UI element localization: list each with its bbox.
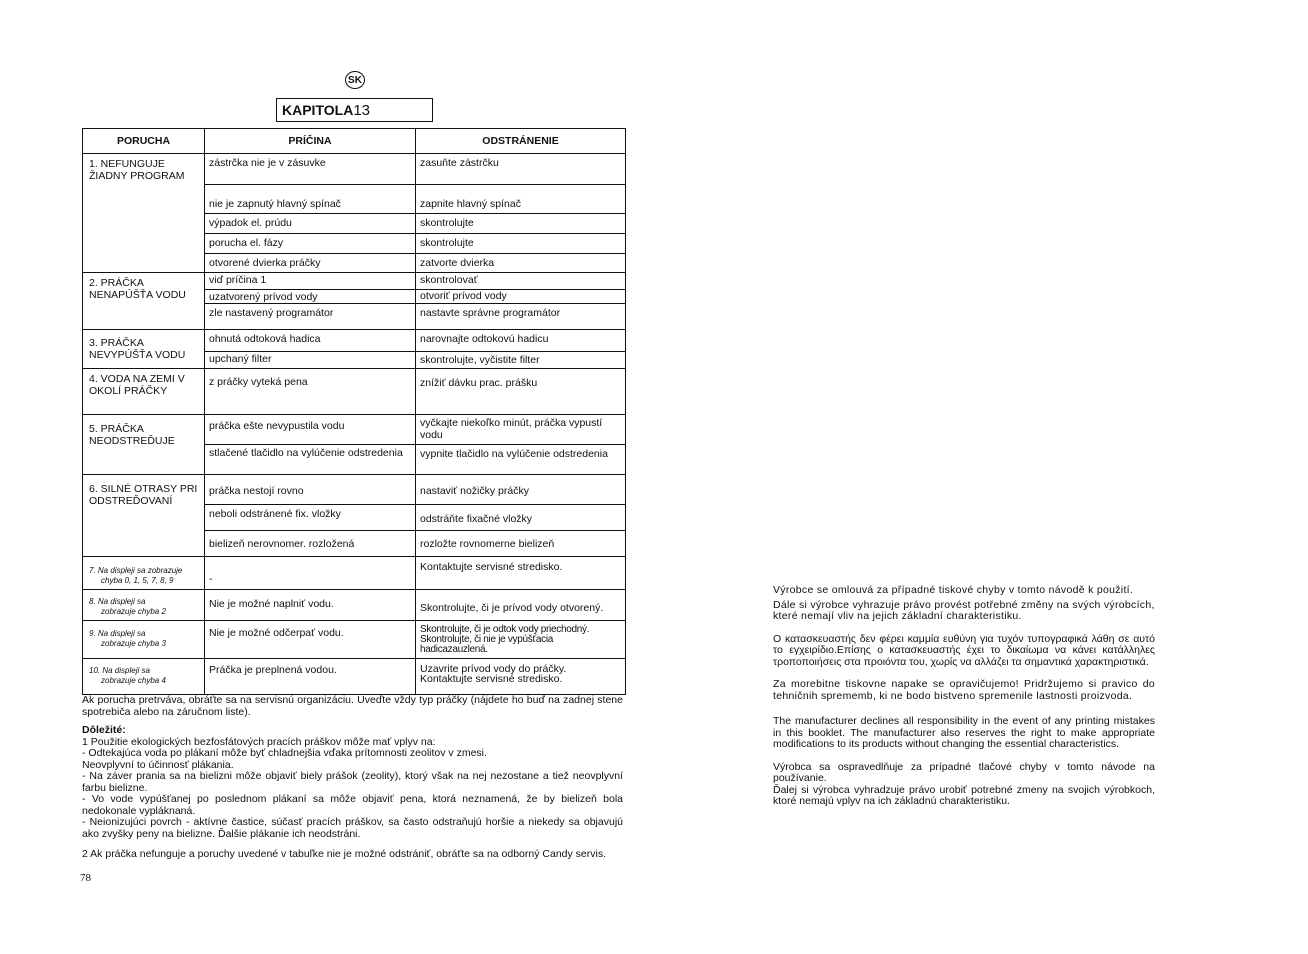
- language-badge: SK: [345, 71, 365, 89]
- fix-cell: vyčkajte niekoľko minút, práčka vypustí vodu: [416, 415, 626, 445]
- disclaimer-en: The manufacturer declines all responsibility in the event of any printing mistakes in this booklet. The manufacturer also reserves the right to make appropriate modifications to its products without changing the essential characteristics.: [773, 715, 1155, 750]
- fix-cell: zapnite hlavný spínač: [416, 185, 626, 214]
- chapter-heading: [276, 98, 433, 122]
- table-row: [83, 330, 626, 352]
- page-number: 78: [80, 872, 91, 884]
- fix-cell: Kontaktujte servisné stredisko.: [416, 557, 626, 590]
- fault-text: 9. Na displeji sa: [89, 629, 146, 638]
- cause-cell: práčka ešte nevypustila vodu: [205, 415, 416, 445]
- note-bullet: - Vo vode vypúšťanej po poslednom plákaní sa môže objaviť pena, ktorá neznamená, že by bielizeň bola nedokonale vypláknaná.: [82, 793, 623, 817]
- note-item-1: 1 Použitie ekologických bezfosfátových pracích práškov môže mať vplyv na:: [82, 735, 436, 748]
- fault-cell: [83, 621, 205, 659]
- note-bullet: - Na záver prania sa na bielizni môže objaviť biely prášok (zeolity), ktorý však na nej nezostane a tiež neovplyvní farbu bielizne.: [82, 770, 623, 794]
- fix-cell: znížiť dávku prac. prášku: [416, 369, 626, 415]
- fix-cell: Skontrolujte, či je prívod vody otvorený.: [416, 590, 626, 621]
- fix-cell: Skontrolujte, či je odtok vody priechodný. Skontrolujte, či nie je vypúšťacia hadicazauzlená.: [416, 621, 626, 659]
- fault-cell: 4. VODA NA ZEMI V OKOLÍ PRÁČKY: [83, 369, 205, 415]
- fix-cell: Uzavrite prívod vody do práčky. Kontaktujte servisné stredisko.: [416, 659, 626, 695]
- fix-cell: skontrolujte, vyčistite filter: [416, 352, 626, 369]
- cause-cell: Nie je možné naplniť vodu.: [205, 590, 416, 621]
- table-row: [83, 369, 626, 415]
- table-row: [83, 475, 626, 505]
- fix-cell: zatvorte dvierka: [416, 254, 626, 273]
- cause-cell: zástrčka nie je v zásuvke: [205, 154, 416, 185]
- fault-cell: [83, 659, 205, 695]
- cause-cell: výpadok el. prúdu: [205, 214, 416, 234]
- table-row: [83, 659, 626, 695]
- fault-text-cont: zobrazuje chyba 2: [101, 607, 166, 616]
- cause-cell: uzatvorený prívod vody: [205, 290, 416, 304]
- disclaimer-column: [773, 585, 1155, 808]
- cause-cell: nie je zapnutý hlavný spínač: [205, 185, 416, 214]
- table-row: [83, 415, 626, 445]
- fix-cell: nastavte správne programátor: [416, 304, 626, 330]
- fix-cell: skontrolujte: [416, 234, 626, 254]
- disclaimer-cz-2: Dále si výrobce vyhrazuje právo provést potřebné změny na svých výrobcích,: [773, 598, 1155, 611]
- service-note: Ak porucha pretrváva, obráťte sa na servisnú organizáciu. Uveďte vždy typ práčky (nájdete ho buď na zadnej stene spotrebiča alebo na záručnom liste).: [82, 694, 623, 718]
- fault-cell: 5. PRÁČKA NEODSTREĎUJE: [83, 415, 205, 475]
- disclaimer-cz: Výrobce se omlouvá za případné tiskové chyby v tomto návodě k použití.: [773, 584, 1134, 596]
- disclaimer-gr: Ο κατασκευαστής δεν φέρει καμμία ευθύνη για τυχόν τυπογραφικά λάθη σε αυτό το εγχειρίδιο.Επίσης ο κατασκευαστής έχει το δικαίωμα να κάνει κατάλληλες τροποποιήσεις στα προιόντα του, χωρίς να αλλάζει τα σημαντικά χαρακτηριστικά.: [773, 632, 1155, 668]
- fault-text-cont: zobrazuje chyba 4: [101, 676, 166, 685]
- disclaimer-sk: Výrobca sa ospravedlňuje za prípadné tlačové chyby v tomto návode na používanie.: [773, 760, 1155, 784]
- column-header-fault: PORUCHA: [83, 129, 205, 154]
- cause-cell: práčka nestojí rovno: [205, 475, 416, 505]
- cause-cell: porucha el. fázy: [205, 234, 416, 254]
- cause-cell: Práčka je preplnená vodou.: [205, 659, 416, 695]
- disclaimer-sk-2: Ďalej si výrobca vyhradzuje právo urobiť potrebné zmeny na svojich výrobkoch, ktoré nemajú vplyv na ich základnú charakteristiku.: [773, 783, 1155, 807]
- table-row: [83, 273, 626, 290]
- cause-cell: ohnutá odtoková hadica: [205, 330, 416, 352]
- cause-cell: zle nastavený programátor: [205, 304, 416, 330]
- cause-cell: otvorené dvierka práčky: [205, 254, 416, 273]
- table-row: [83, 557, 626, 590]
- fault-text: 8. Na displeji sa: [89, 597, 146, 606]
- table-row: [83, 590, 626, 621]
- column-header-fix: ODSTRÁNENIE: [416, 129, 626, 154]
- chapter-number: 13: [353, 102, 370, 119]
- cause-cell: stlačené tlačidlo na vylúčenie odstredenia: [205, 445, 416, 475]
- fix-cell: skontrolujte: [416, 214, 626, 234]
- fault-text: 7. Na displeji sa zobrazuje: [89, 566, 183, 575]
- fault-cell: [83, 590, 205, 621]
- disclaimer-cz-3: které nemají vliv na jejich základní charakteristiku.: [773, 610, 1022, 622]
- table-row: [83, 621, 626, 659]
- notes-section: [82, 695, 623, 861]
- important-heading: Dôležité:: [82, 724, 126, 736]
- fix-cell: otvoriť prívod vody: [416, 290, 626, 304]
- cause-cell: -: [205, 557, 416, 590]
- cause-cell: neboli odstránené fix. vložky: [205, 505, 416, 531]
- note-bullet: - Odtekajúca voda po plákaní môže byť chladnejšia vďaka prítomnosti zeolitov v zmesi.: [82, 747, 487, 759]
- fault-cell: 2. PRÁČKA NENAPÚŠŤA VODU: [83, 273, 205, 330]
- fault-cell: 3. PRÁČKA NEVYPÚŠŤA VODU: [83, 330, 205, 369]
- fix-cell: rozložte rovnomerne bielizeň: [416, 531, 626, 557]
- troubleshooting-table: [82, 128, 626, 695]
- note-item-2: 2 Ak práčka nefunguje a poruchy uvedené v tabuľke nie je možné odstrániť, obráťte sa na odborný Candy servis.: [82, 848, 607, 860]
- table-row: [83, 154, 626, 185]
- cause-cell: z práčky vyteká pena: [205, 369, 416, 415]
- fault-cell: 1. NEFUNGUJE ŽIADNY PROGRAM: [83, 154, 205, 273]
- disclaimer-si: Za morebitne tiskovne napake se opravičujemo! Pridržujemo si pravico do tehničnih sprememb, ki ne bodo bistveno spremenile lastnosti proizvoda.: [773, 678, 1155, 702]
- fault-text: 10. Na displeji sa: [89, 666, 150, 675]
- fix-cell: zasuňte zástrčku: [416, 154, 626, 185]
- column-header-cause: PRÍČINA: [205, 129, 416, 154]
- fix-cell: narovnajte odtokovú hadicu: [416, 330, 626, 352]
- fault-text-cont: chyba 0, 1, 5, 7, 8, 9: [101, 576, 174, 585]
- cause-cell: bielizeň nerovnomer. rozložená: [205, 531, 416, 557]
- fault-cell: [83, 557, 205, 590]
- cause-cell: viď príčina 1: [205, 273, 416, 290]
- note-bullet-cont: Neovplyvní to účinnosť plákania.: [82, 758, 234, 771]
- note-bullet: - Neionizujúci povrch - aktívne častice, súčasť pracích práškov, sa často odstraňujú horšie a niekedy sa objavujú ako zvyšky peny na bielizne. Ďalšie plákanie ich neodstráni.: [82, 816, 623, 840]
- fix-cell: nastaviť nožičky práčky: [416, 475, 626, 505]
- cause-cell: Nie je možné odčerpať vodu.: [205, 621, 416, 659]
- fault-text-cont: zobrazuje chyba 3: [101, 639, 166, 648]
- fix-cell: vypnite tlačidlo na vylúčenie odstredenia: [416, 445, 626, 475]
- table-header-row: [83, 129, 626, 154]
- chapter-label: KAPITOLA: [282, 102, 354, 118]
- fix-cell: skontrolovať: [416, 273, 626, 290]
- cause-cell: upchaný filter: [205, 352, 416, 369]
- fault-cell: 6. SILNÉ OTRASY PRI ODSTREĎOVANÍ: [83, 475, 205, 557]
- fix-cell: odstráňte fixačné vložky: [416, 505, 626, 531]
